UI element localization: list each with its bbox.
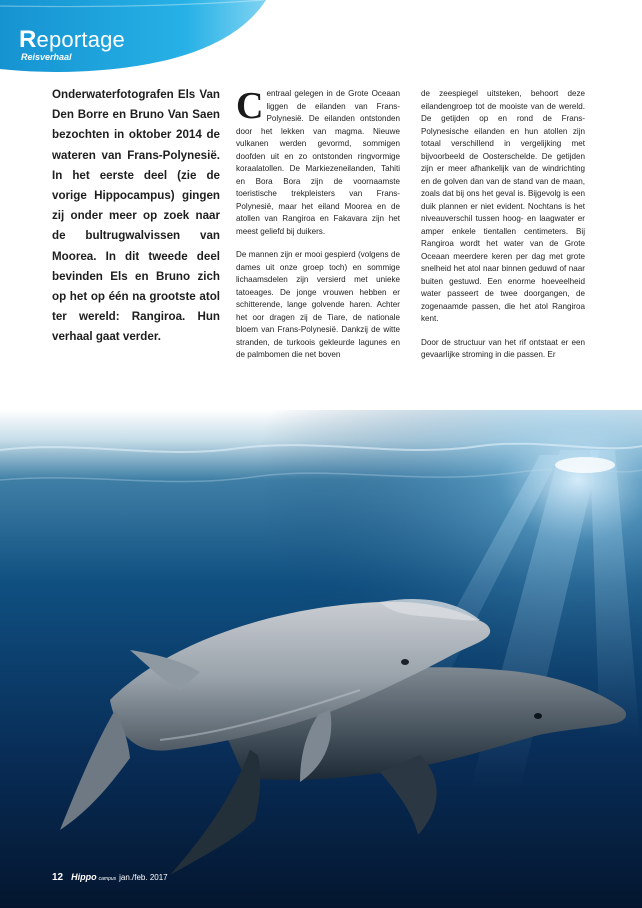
page-footer — [52, 870, 168, 884]
body-column-right — [421, 88, 585, 373]
intro-text: Onderwaterfotografen Els Van Den Borre en Bruno Van Saen bezochten in oktober 2014 de wateren van Frans-Polynesië. In het eerste deel (zie de vorige Hippocampus) gingen zij onder meer op zoek naar de bultrugwalvissen van Moorea. In dit tweede deel bevinden Els en Bruno zich op het op één na grootste atol ter wereld: Rangiroa. Hun verhaal gaat verder. — [52, 88, 220, 344]
body-paragraph-1: Centraal gelegen in de Grote Oceaan liggen de eilanden van Frans-Polynesië. De eilanden ontstonden door het lekken van magma. Nieuwe vulkanen werden gevormd, sommigen doofden uit en zo ontstonden ringvormige koraalatollen. De Markiezeneilanden, Tahiti en Bora Bora zijn de voornaamste toeristische trekpleisters van Frans-Polynesië, maar het eiland Moorea en de atollen van Rangiroa en Fakavara zijn het meest geliefd bij duikers. — [236, 85, 400, 236]
drop-cap: C — [236, 85, 264, 127]
body-paragraph-2: De mannen zijn er mooi gespierd (volgens de dames uit onze groep toch) en sommige lichaamsdelen zijn versierd met unieke tatoeages. De jonge vrouwen hebben er schitterende, lange golvende haren. Achter het oor dragen zij de Tiare, de nationale bloem van Frans-Polynesië. Dankzij de witte stranden, de turkoois gekleurde lagunes en de palmbomen die net boven — [236, 250, 400, 359]
magazine-logo-tag: campus — [98, 876, 117, 882]
dolphin-photo — [0, 410, 642, 908]
body-column-left — [236, 85, 400, 373]
page-number: 12 — [52, 872, 64, 883]
body-paragraph-4: Door de structuur van het rif ontstaat er een gevaarlijke stroming in die passen. Er — [421, 337, 585, 359]
section-header — [0, 0, 270, 75]
underwater-scene — [0, 410, 642, 908]
magazine-logo: Hippo — [71, 872, 97, 882]
body-paragraph-3: de zeespiegel uitsteken, behoort deze eilandengroep tot de mooiste van de wereld. De getijden op en rond de Frans-Polynesische eilanden en hun atollen zijn totaal verschillend in vergelijking met bijvoorbeeld de Oosterschelde. De getijden zijn er meer afhankelijk van de windrichting en de golven dan van de stand van de maan, zoals dat bij ons het geval is. Bijgevolg is een duik plannen er niet evident. Nochtans is het niveauverschil tussen hoog- en laagwater er amper enkele tientallen centimeters. Bij Rangiroa wordt het water van de Grote Oceaan meerdere keren per dag met grote snelheid het atol naar binnen geduwd of naar buiten gestuwd. Een enorme hoeveelheid water passeert de twee doorgangen, de zogenaamde passen, die het atol Rangiroa kent. — [421, 89, 585, 323]
issue-date: jan./feb. 2017 — [119, 873, 168, 882]
section-title: Reportage — [19, 26, 125, 53]
section-subtitle: Reisverhaal — [21, 52, 72, 62]
